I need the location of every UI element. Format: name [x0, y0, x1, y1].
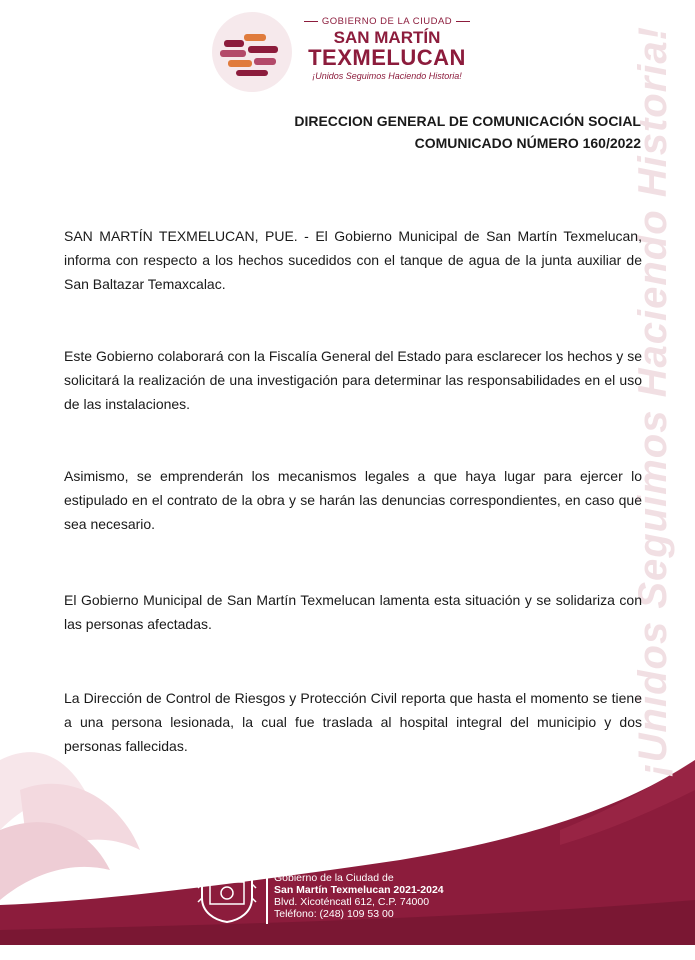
footer-line1: Gobierno de la Ciudad de [274, 872, 394, 884]
department-title: DIRECCION GENERAL DE COMUNICACIÓN SOCIAL [294, 113, 641, 129]
bulletin-number: COMUNICADO NÚMERO 160/2022 [414, 135, 641, 151]
logo-name-line2: TEXMELUCAN [308, 45, 466, 70]
vertical-slogan-watermark: ¡Unidos Seguimos Haciendo Historia! [631, 26, 675, 777]
logo-top-line: GOBIERNO DE LA CIUDAD [321, 16, 453, 27]
paragraph-casualties: La Dirección de Control de Riesgos y Protección Civil reporta que hasta el momento se tiene a una persona lesionada, la cual fue traslada al hospital integral del municipio y dos personas fallecidas. [64, 690, 642, 754]
coat-of-arms-icon [196, 868, 258, 924]
footer-line2: San Martín Texmelucan 2021-2024 [274, 884, 444, 896]
paragraph-investigation: Este Gobierno colaborará con la Fiscalía General del Estado para esclarecer los hechos y se solicitará la realización de una investigación para determinar las responsabilidades en el uso de las instalaciones. [64, 348, 642, 412]
footer-address: Blvd. Xicoténcatl 612, C.P. 74000 [274, 896, 430, 908]
city-emblem-icon [210, 10, 294, 94]
footer-divider [266, 872, 268, 924]
paragraph-condolences: El Gobierno Municipal de San Martín Texmelucan lamenta esta situación y se solidariza con las personas afectadas. [64, 592, 642, 632]
footer-phone: Teléfono: (248) 109 53 00 [274, 908, 394, 920]
city-logo [210, 10, 480, 94]
paragraph-legal-actions: Asimismo, se emprenderán los mecanismos legales a que haya lugar para ejercer lo estipulado en el contrato de la obra y se harán las denuncias correspondientes, en caso que sea necesario. [64, 468, 642, 532]
logo-slogan: ¡Unidos Seguimos Haciendo Historia! [312, 71, 462, 81]
paragraph-intro: SAN MARTÍN TEXMELUCAN, PUE. - El Gobierno Municipal de San Martín Texmelucan, informa con respecto a los hechos sucedidos con el tanque de agua de la junta auxiliar de San Baltazar Temaxcalac. [64, 228, 642, 292]
footer-contact-block [274, 872, 444, 920]
document-heading [294, 110, 641, 154]
logo-name-line1: SAN MARTÍN [333, 28, 441, 47]
